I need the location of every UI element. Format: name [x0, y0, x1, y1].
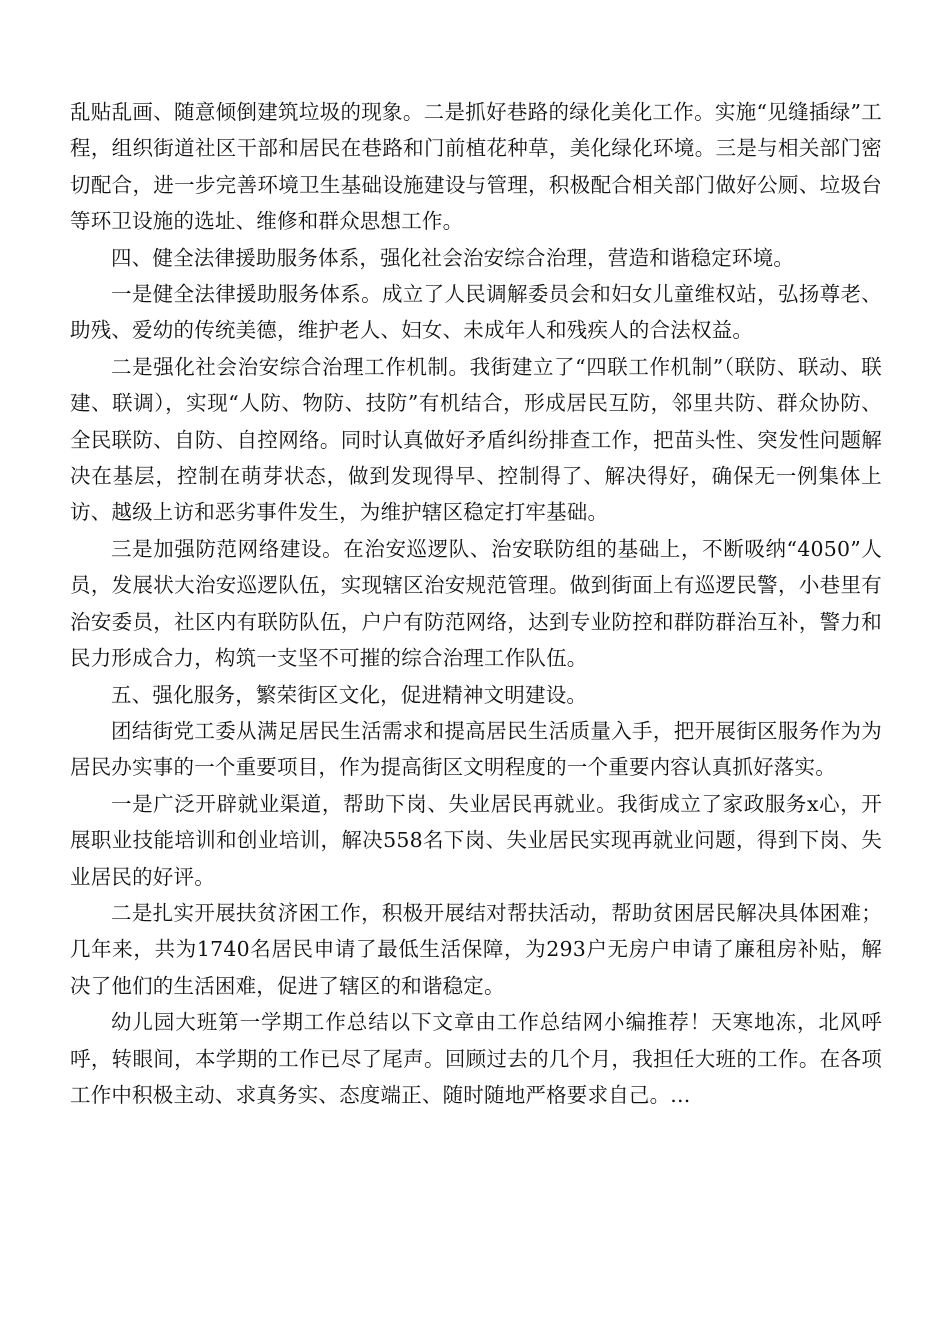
paragraph-3: 一是健全法律援助服务体系。成立了人民调解委员会和妇女儿童维权站，弘扬尊老、助残、爱幼的传统美德，维护老人、妇女、未成年人和残疾人的合法权益。 — [70, 282, 882, 343]
paragraph-1: 乱贴乱画、随意倾倒建筑垃圾的现象。二是抓好巷路的绿化美化工作。实施“见缝插绿”工程，组织街道社区干部和居民在巷路和门前植花种草，美化绿化环境。三是与相关部门密切配合，进一步完善环境卫生基础设施建设与管理，积极配合相关部门做好公厕、垃圾台等环卫设施的选址、维修和群众思想工作。 — [70, 100, 882, 234]
paragraph-8: 一是广泛开辟就业渠道，帮助下岗、失业居民再就业。我街成立了家政服务x心，开展职业技能培训和创业培训，解决558名下岗、失业居民实现再就业问题，得到下岗、失业居民的好评。 — [70, 791, 882, 889]
paragraph-9: 二是扎实开展扶贫济困工作，积极开展结对帮扶活动，帮助贫困居民解决具体困难；几年来，共为1740名居民申请了最低生活保障，为293户无房户申请了廉租房补贴，解决了他们的生活困难，促进了辖区的和谐稳定。 — [70, 900, 882, 998]
paragraph-5: 三是加强防范网络建设。在治安巡逻队、治安联防组的基础上，不断吸纳“4050”人员，发展状大治安巡逻队伍，实现辖区治安规范管理。做到街面上有巡逻民警，小巷里有治安委员，社区内有联防队伍，户户有防范网络，达到专业防控和群防群治互补，警力和民力形成合力，构筑一支坚不可摧的综合治理工作队伍。 — [70, 536, 882, 671]
document-body — [70, 94, 882, 1113]
paragraph-6: 五、强化服务，繁荣街区文化，促进精神文明建设。 — [111, 682, 588, 707]
paragraph-10: 幼儿园大班第一学期工作总结以下文章由工作总结网小编推荐！天寒地冻，北风呼呼，转眼间，本学期的工作已尽了尾声。回顾过去的几个月，我担任大班的工作。在各项工作中积极主动、求真务实、态度端正、随时随地严格要求自己。... — [70, 1010, 882, 1107]
paragraph-2: 四、健全法律援助服务体系，强化社会治安综合治理，营造和谐稳定环境。 — [111, 245, 795, 270]
paragraph-4: 二是强化社会治安综合治理工作机制。我街建立了“四联工作机制”（联防、联动、联建、联调），实现“人防、物防、技防”有机结合，形成居民互防，邻里共防、群众协防、全民联防、自防、自控网络。同时认真做好矛盾纠纷排查工作，把苗头性、突发性问题解决在基层，控制在萌芽状态，做到发现得早、控制得了、解决得好，确保无一例集体上访、越级上访和恶劣事件发生，为维护辖区稳定打牢基础。 — [70, 354, 882, 525]
paragraph-7: 团结街党工委从满足居民生活需求和提高居民生活质量入手，把开展街区服务作为为居民办实事的一个重要项目，作为提高街区文明程度的一个重要内容认真抓好落实。 — [70, 718, 882, 780]
